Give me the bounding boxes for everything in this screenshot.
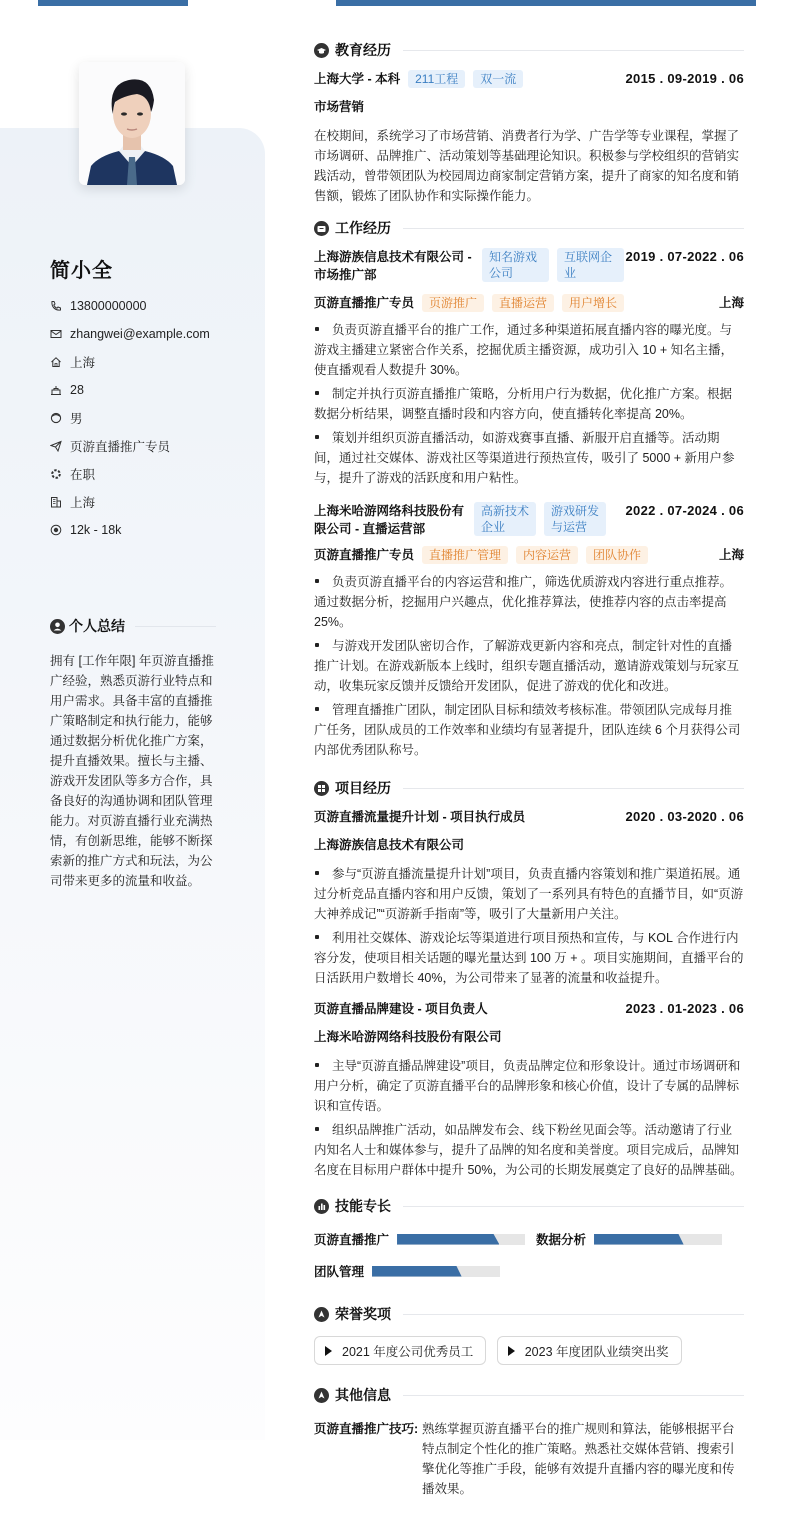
other-value: 熟练掌握页游直播平台的推广规则和算法，能够根据平台特点制定个性化的推广策略。熟悉社交媒体营销、搜索引擎优化等推广手段，能够有效提升直播内容的曝光度和传播效果。 <box>422 1422 735 1496</box>
education-date: 2015 . 09-2019 . 06 <box>625 71 744 86</box>
work-date: 2019 . 07-2022 . 06 <box>625 249 744 264</box>
summary-text: 拥有 [工作年限] 年页游直播推广经验，熟悉页游行业特点和用户需求。具备丰富的直播推广策略制定和执行能力，能够通过数据分析优化推广方案，提升直播效果。擅长与主播、游戏开发团队等多方合作，具备良好的沟通协调和团队管理能力。对页游直播行业充满热情，有创新思维，能够不断探索新的推广方式和玩法，为公司带来更多的流量和收益。 <box>50 654 214 888</box>
award-icon <box>314 1307 329 1322</box>
info-icon <box>314 1388 329 1403</box>
play-triangle-icon <box>508 1346 515 1356</box>
contact-value: 上海 <box>70 356 96 370</box>
section-header <box>314 1194 744 1218</box>
candidate-name: 简小全 <box>50 260 113 282</box>
role-row <box>314 546 744 564</box>
contact-home <box>50 348 210 376</box>
bullet-item: 制定并执行页游直播推广策略，分析用户行为数据，优化推广方案。根据数据分析结果，调整直播时段和内容方向，使直播转化率提高 20%。 <box>314 384 744 424</box>
bullet-item: 与游戏开发团队密切合作，了解游戏更新内容和亮点，制定针对性的直播推广计划。在游戏新版本上线时，组织专题直播活动，邀请游戏策划与玩家互动，收集玩家反馈并反馈给开发团队，促进了游戏的优化和改进。 <box>314 636 744 696</box>
contact-value: 上海 <box>70 496 96 510</box>
section-title: 项目经历 <box>335 780 391 796</box>
section-header <box>314 1383 744 1407</box>
bullet-item: 负责页游直播平台的内容运营和推广，筛选优质游戏内容进行重点推荐。通过数据分析，挖掘用户兴趣点，优化推荐算法，使推荐内容的点击率提高 25%。 <box>314 572 744 632</box>
contact-value: 男 <box>70 412 83 426</box>
skill-item <box>314 1262 500 1280</box>
bar-chart-icon <box>314 1199 329 1214</box>
company-tag: 高新技术企业 <box>474 502 536 536</box>
summary-header <box>50 616 216 636</box>
other-item <box>314 1419 744 1499</box>
divider <box>403 50 744 51</box>
section-header <box>314 776 744 800</box>
section-title: 其他信息 <box>335 1387 391 1403</box>
award-item: 2021 年度公司优秀员工 <box>314 1336 486 1365</box>
project-item <box>314 808 744 988</box>
skills-list <box>314 1226 744 1290</box>
mail-icon <box>50 328 62 340</box>
skill-name: 数据分析 <box>536 1233 587 1247</box>
other-key: 页游直播推广技巧: <box>314 1422 419 1436</box>
education-desc: 在校期间，系统学习了市场营销、消费者行为学、广告学等专业课程，掌握了市场调研、品牌推广、活动策划等基础理论知识。积极参与学校组织的营销实践活动，曾带领团队为校园周边商家制定营销方案，提升了商家的知名度和销售额，锻炼了团队协作和实际操作能力。 <box>314 129 740 203</box>
project-company: 上海米哈游网络科技股份有限公司 <box>314 1030 502 1044</box>
work-bullets <box>314 572 744 760</box>
skill-name: 团队管理 <box>314 1265 365 1279</box>
section-title: 教育经历 <box>335 42 391 58</box>
work-item <box>314 248 744 488</box>
work-header <box>314 502 744 538</box>
skills-section <box>314 1194 744 1290</box>
skill-bar <box>397 1234 525 1245</box>
bullet-item: 负责页游直播平台的推广工作，通过多种渠道拓展直播内容的曝光度。与游戏主播建立紧密合作关系，挖掘优质主播资源，成功引入 10 + 知名主播，使直播观看人数提升 30%。 <box>314 320 744 380</box>
role-tag: 团队协作 <box>586 546 648 564</box>
role-tag: 直播运营 <box>492 294 554 312</box>
skill-bar <box>372 1266 500 1277</box>
role-tag: 页游推广 <box>422 294 484 312</box>
school-tag: 211工程 <box>408 70 465 88</box>
age-icon <box>50 384 62 396</box>
major: 市场营销 <box>314 100 365 114</box>
home-icon <box>50 356 62 368</box>
role-tag: 用户增长 <box>562 294 624 312</box>
work-bullets <box>314 320 744 488</box>
contact-email <box>50 320 210 348</box>
divider <box>403 228 744 229</box>
section-header <box>314 38 744 62</box>
bullet-item: 主导“页游直播品牌建设”项目，负责品牌定位和形象设计。通过市场调研和用户分析，确定了页游直播平台的品牌形象和核心价值，设计了专属的品牌标识和宣传语。 <box>314 1056 744 1116</box>
bullet-item: 参与“页游直播流量提升计划”项目，负责直播内容策划和推广渠道拓展。通过分析竞品直播内容和用户反馈，策划了一系列具有特色的直播节目，如“页游大神养成记”“页游新手指南”等，吸引了大量新用户关注。 <box>314 864 744 924</box>
bullet-item: 管理直播推广团队，制定团队目标和绩效考核标准。带领团队完成每月推广任务，团队成员的工作效率和业绩均有显著提升，团队连续 6 个月获得公司内部优秀团队称号。 <box>314 700 744 760</box>
divider <box>403 1395 744 1396</box>
school-tag: 双一流 <box>473 70 523 88</box>
role-title: 页游直播推广专员 <box>314 548 415 562</box>
contact-value: 在职 <box>70 468 96 482</box>
role-title: 页游直播推广专员 <box>314 296 415 310</box>
role-tag: 直播推广管理 <box>422 546 508 564</box>
award-item: 2023 年度团队业绩突出奖 <box>497 1336 682 1365</box>
project-header <box>314 808 744 826</box>
grid-icon <box>314 781 329 796</box>
awards-section <box>314 1302 744 1365</box>
top-accent-bar-left <box>38 0 188 6</box>
company-name: 上海米哈游网络科技股份有限公司 - 直播运营部 <box>314 504 465 536</box>
company-name: 上海游族信息技术有限公司 - 市场推广部 <box>314 250 472 282</box>
projects-section <box>314 776 744 1180</box>
contact-value: 12k - 18k <box>70 523 122 537</box>
awards-list <box>314 1336 744 1365</box>
phone-icon <box>50 300 62 312</box>
project-date: 2023 . 01-2023 . 06 <box>625 1001 744 1016</box>
project-item <box>314 1000 744 1180</box>
role-tag: 内容运营 <box>516 546 578 564</box>
project-bullets <box>314 864 744 988</box>
contact-gender <box>50 404 210 432</box>
section-title: 技能专长 <box>335 1198 391 1214</box>
contact-city <box>50 488 210 516</box>
project-header <box>314 1000 744 1018</box>
contact-list <box>50 292 210 544</box>
company-tag: 互联网企业 <box>557 248 624 282</box>
skill-bar-fill <box>397 1234 499 1245</box>
work-date: 2022 . 07-2024 . 06 <box>625 503 744 518</box>
contact-phone <box>50 292 210 320</box>
skill-name: 页游直播推广 <box>314 1233 390 1247</box>
section-header <box>314 1302 744 1326</box>
avatar-photo <box>79 62 185 185</box>
play-triangle-icon <box>325 1346 332 1356</box>
school-name: 上海大学 - 本科 <box>314 72 401 86</box>
contact-position <box>50 432 210 460</box>
salary-icon <box>50 524 62 536</box>
skill-bar <box>594 1234 722 1245</box>
bullet-item: 策划并组织页游直播活动，如游戏赛事直播、新服开启直播等。活动期间，通过社交媒体、游戏社区等渠道进行预热宣传，吸引了 5000 + 新用户参与，提升了游戏的活跃度和用户粘性。 <box>314 428 744 488</box>
building-icon <box>50 496 62 508</box>
project-company: 上海游族信息技术有限公司 <box>314 838 465 852</box>
bullet-item: 利用社交媒体、游戏论坛等渠道进行项目预热和宣传，与 KOL 合作进行内容分发，使项目相关话题的曝光量达到 100 万 + 。项目实施期间，直播平台的日活跃用户数增长 40%，为公司带来了显著的流量和收益提升。 <box>314 928 744 988</box>
skill-bar-fill <box>594 1234 684 1245</box>
divider <box>403 788 744 789</box>
project-bullets <box>314 1056 744 1180</box>
work-header <box>314 248 744 284</box>
user-icon <box>50 619 65 634</box>
work-item <box>314 502 744 760</box>
graduation-cap-icon <box>314 43 329 58</box>
contact-salary <box>50 516 210 544</box>
summary-title: 个人总结 <box>69 618 125 634</box>
skill-item <box>314 1230 525 1248</box>
contact-value: zhangwei@example.com <box>70 327 210 341</box>
divider <box>135 626 216 627</box>
education-section <box>314 38 744 206</box>
education-row <box>314 70 744 88</box>
company-tag: 知名游戏公司 <box>482 248 549 282</box>
project-name: 页游直播流量提升计划 - 项目执行成员 <box>314 810 526 824</box>
section-header <box>314 216 744 240</box>
contact-value: 28 <box>70 383 84 397</box>
company-tag: 游戏研发与运营 <box>544 502 606 536</box>
section-title: 荣誉奖项 <box>335 1306 391 1322</box>
project-name: 页游直播品牌建设 - 项目负责人 <box>314 1002 488 1016</box>
bullet-item: 组织品牌推广活动，如品牌发布会、线下粉丝见面会等。活动邀请了行业内知名人士和媒体参与，提升了品牌的知名度和美誉度。项目完成后，品牌知名度在目标用户群体中提升 50%，为公司的长期发展奠定了良好的品牌基础。 <box>314 1120 744 1180</box>
contact-value: 页游直播推广专员 <box>70 440 171 454</box>
skill-bar-fill <box>372 1266 462 1277</box>
divider <box>403 1206 744 1207</box>
skill-item <box>536 1230 722 1248</box>
role-row <box>314 294 744 312</box>
project-date: 2020 . 03-2020 . 06 <box>625 809 744 824</box>
contact-age <box>50 376 210 404</box>
status-icon <box>50 468 62 480</box>
main-content <box>314 38 744 1499</box>
top-accent-bar-right <box>336 0 756 6</box>
other-section <box>314 1383 744 1499</box>
section-title: 工作经历 <box>335 220 391 236</box>
divider <box>403 1314 744 1315</box>
work-city: 上海 <box>718 296 744 310</box>
work-city: 上海 <box>718 548 744 562</box>
gender-icon <box>50 412 62 424</box>
contact-value: 13800000000 <box>70 299 147 313</box>
work-section <box>314 216 744 760</box>
contact-status <box>50 460 210 488</box>
briefcase-icon <box>314 221 329 236</box>
send-icon <box>50 440 62 452</box>
